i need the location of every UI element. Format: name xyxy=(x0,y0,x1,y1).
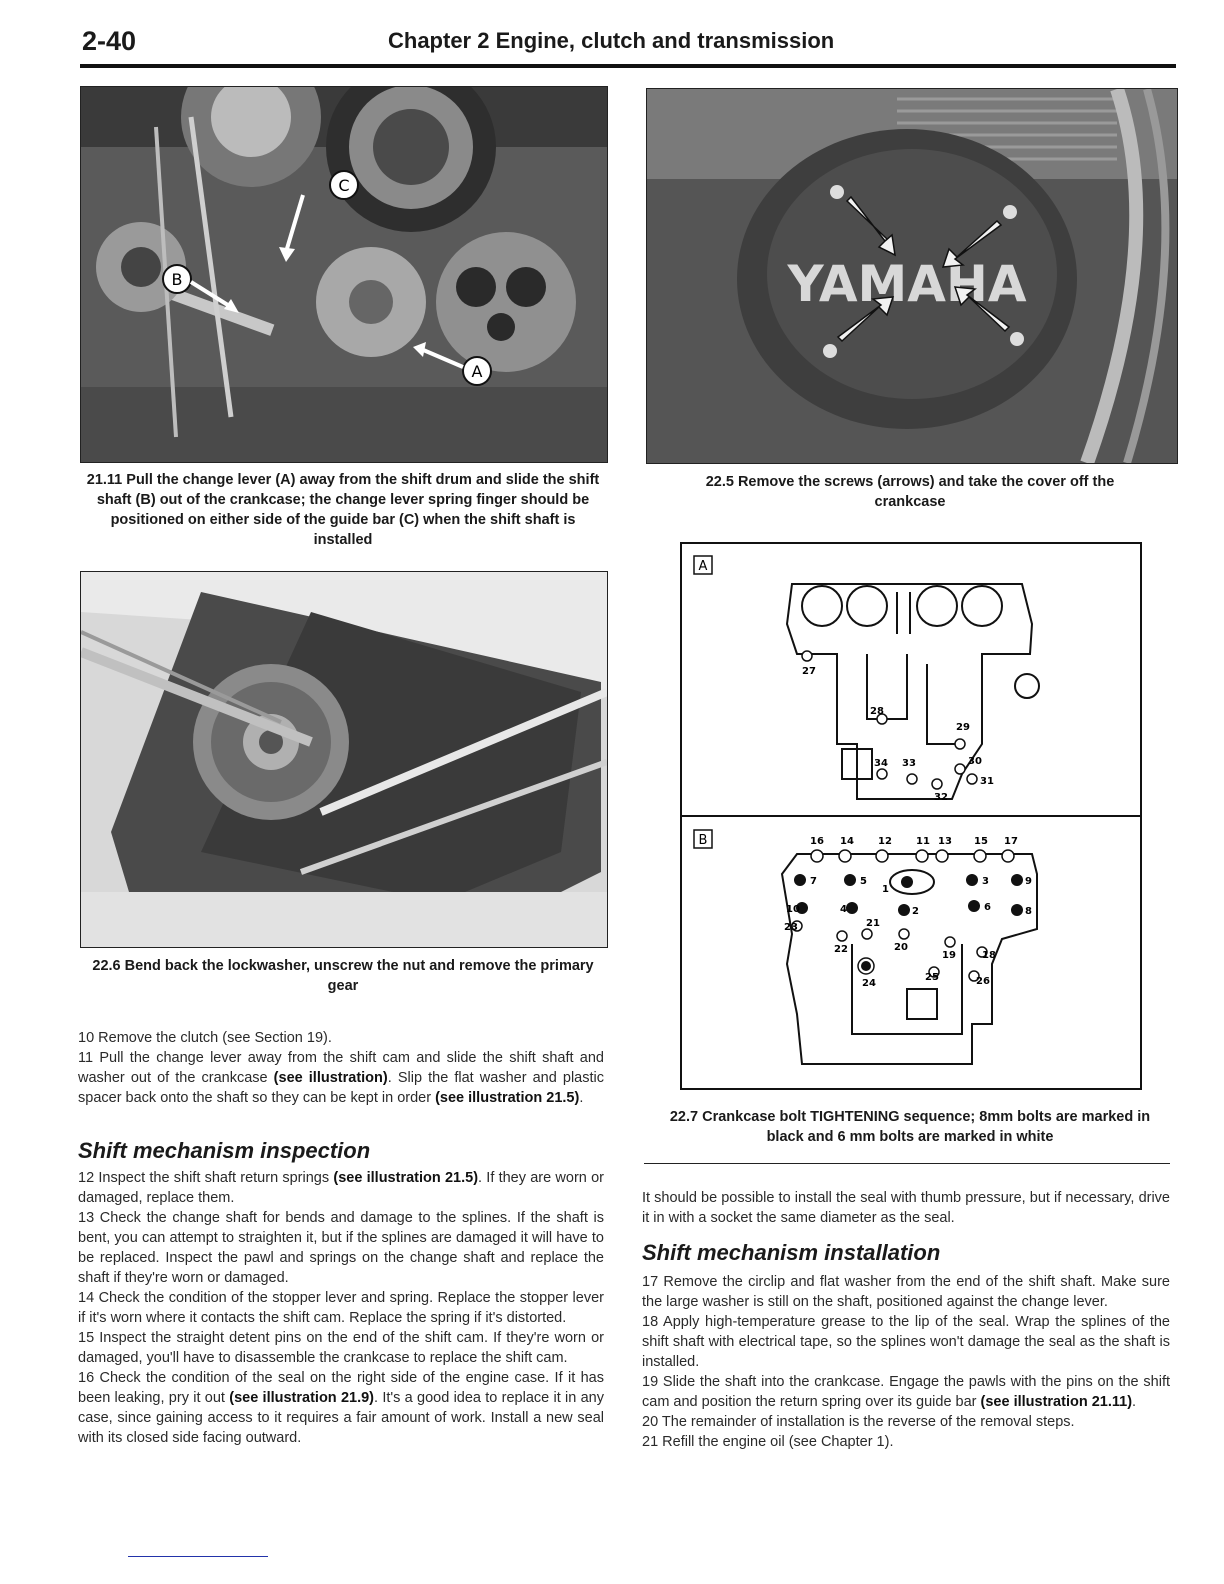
panel-a-label: A xyxy=(698,559,708,574)
paragraph-17: 17 Remove the circlip and flat washer from the end of the shift shaft. Make sure the large washer is still on the shaft, positioned against the change lever. xyxy=(642,1274,1170,1310)
bolt-10: 10 xyxy=(786,904,800,915)
bolt-11: 11 xyxy=(916,836,930,847)
footer-line xyxy=(128,1556,268,1557)
bolt-21: 21 xyxy=(866,918,880,929)
bolt-16: 16 xyxy=(810,836,824,847)
bolt-5: 5 xyxy=(860,876,867,887)
bolt-32: 32 xyxy=(934,792,948,803)
paragraph-21: 21 Refill the engine oil (see Chapter 1). xyxy=(642,1434,894,1450)
panel-b-label: B xyxy=(698,833,708,848)
bolt-9: 9 xyxy=(1025,876,1032,887)
paragraph-10: 10 Remove the clutch (see Section 19). xyxy=(78,1030,332,1046)
yamaha-logo-text: YAMAHA xyxy=(787,255,1027,313)
paragraph-18: 18 Apply high-temperature grease to the lip of the seal. Wrap the splines of the shift shaft with electrical tape, so the splines won't damage the seal as the shaft is installed. xyxy=(642,1314,1170,1370)
bolt-33: 33 xyxy=(902,758,916,769)
caption-22-7: 22.7 Crankcase bolt TIGHTENING sequence; 8mm bolts are marked in black and 6 mm bolts are marked in white xyxy=(669,1109,1151,1145)
heading-shift-installation: Shift mechanism installation xyxy=(642,1240,941,1265)
bolt-19: 19 xyxy=(942,950,956,961)
paragraph-continued: It should be possible to install the seal with thumb pressure, but if necessary, drive it in with a socket the same diameter as the seal. xyxy=(642,1190,1170,1226)
bolt-22: 22 xyxy=(834,944,848,955)
paragraph-14: 14 Check the condition of the stopper lever and spring. Replace the stopper lever if it's worn where it contacts the shift cam. Replace the spring if it's distorted. xyxy=(78,1290,604,1326)
heading-shift-inspection: Shift mechanism inspection xyxy=(78,1138,371,1163)
paragraph-15: 15 Inspect the straight detent pins on the end of the shift cam. If they're worn or damaged, you'll have to disassemble the crankcase to replace the shift cam. xyxy=(78,1330,604,1366)
bolt-3: 3 xyxy=(982,876,989,887)
bolt-20: 20 xyxy=(894,942,908,953)
callout-b-label: B xyxy=(171,270,183,289)
photo-crankcase-cover xyxy=(646,88,1178,464)
bolt-26: 26 xyxy=(976,976,990,987)
paragraph-19: 19 Slide the shaft into the crankcase. Engage the pawls with the pins on the shift cam and position the return spring over its guide bar (see illustration 21.11). xyxy=(642,1374,1170,1410)
left-column-top xyxy=(78,1028,604,1108)
left-column-bottom xyxy=(78,1168,604,1448)
bolt-24: 24 xyxy=(862,978,876,989)
bolt-2: 2 xyxy=(912,906,919,917)
bolt-29: 29 xyxy=(956,722,970,733)
paragraph-12: 12 Inspect the shift shaft return springs (see illustration 21.5). If they are worn or damaged, replace them. xyxy=(78,1170,604,1206)
header-rule xyxy=(80,64,1176,68)
bolt-12: 12 xyxy=(878,836,892,847)
bolt-23: 23 xyxy=(784,922,798,933)
right-column-rule xyxy=(644,1163,1170,1164)
callout-a-label: A xyxy=(471,362,483,381)
bolt-1: 1 xyxy=(882,884,889,895)
paragraph-20: 20 The remainder of installation is the reverse of the removal steps. xyxy=(642,1414,1075,1430)
right-column-bottom xyxy=(642,1272,1170,1452)
bolt-6: 6 xyxy=(984,902,991,913)
bolt-25: 25 xyxy=(925,972,939,983)
callout-c-label: C xyxy=(338,176,350,195)
paragraph-16: 16 Check the condition of the seal on the right side of the engine case. If it has been leaking, pry it out (see illustration 21.9). It's a good idea to replace it in any case, since gaining access to it requires a fair amount of work. Install a new seal with its closed side facing outward. xyxy=(78,1370,604,1446)
paragraph-11: 11 Pull the change lever away from the shift cam and slide the shift shaft and washer out of the crankcase (see illustration). Slip the flat washer and plastic spacer back onto the shaft so they can be kept in order (see illustration 21.5). xyxy=(78,1050,604,1106)
bolt-13: 13 xyxy=(938,836,952,847)
caption-22-6: 22.6 Bend back the lockwasher, unscrew the nut and remove the primary gear xyxy=(92,958,594,994)
bolt-27: 27 xyxy=(802,666,816,677)
bolt-4: 4 xyxy=(840,904,847,915)
bolt-17: 17 xyxy=(1004,836,1018,847)
bolt-8: 8 xyxy=(1025,906,1032,917)
bolt-30: 30 xyxy=(968,756,982,767)
photo-primary-gear xyxy=(80,571,608,948)
bolt-18: 18 xyxy=(982,950,996,961)
bolt-34: 34 xyxy=(874,758,888,769)
bolt-14: 14 xyxy=(840,836,854,847)
bolt-31: 31 xyxy=(980,776,994,787)
diagram-bolt-sequence xyxy=(680,542,1142,1090)
caption-21-11: 21.11 Pull the change lever (A) away from the shift drum and slide the shift shaft (B) out of the crankcase; the change lever spring finger should be positioned on either side of the guide bar (C) when the shift shaft is installed xyxy=(86,472,600,548)
bolt-28: 28 xyxy=(870,706,884,717)
chapter-title: Chapter 2 Engine, clutch and transmission xyxy=(388,28,835,53)
bolt-7: 7 xyxy=(810,876,817,887)
photo-shift-mechanism xyxy=(80,86,608,463)
paragraph-13: 13 Check the change shaft for bends and damage to the splines. If the shaft is bent, you can attempt to straighten it, but if the splines are damaged it will have to be replaced. Inspect the pawl and springs on the change shaft and replace the shaft if they're worn or damaged. xyxy=(78,1210,604,1286)
bolt-15: 15 xyxy=(974,836,988,847)
caption-22-5: 22.5 Remove the screws (arrows) and take the cover off the crankcase xyxy=(705,474,1115,510)
page-number: 2-40 xyxy=(82,26,137,56)
